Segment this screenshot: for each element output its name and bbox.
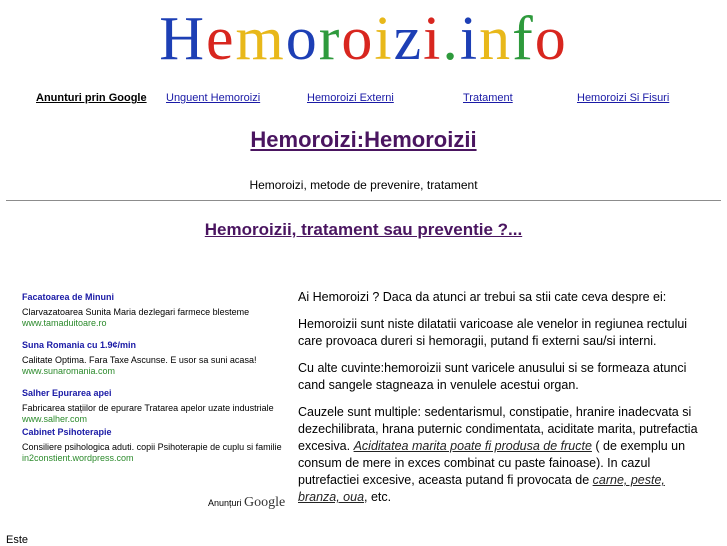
ads-footer-label: Anunțuri (208, 498, 242, 508)
logo-letter: o (285, 5, 319, 73)
nav-link-tratament[interactable]: Tratament (463, 92, 513, 104)
inline-link-carne[interactable]: carne, peste, branza, oua (298, 473, 665, 504)
logo-letter: H (159, 5, 206, 73)
site-logo[interactable] (0, 4, 727, 74)
ad-description: Calitate Optima. Fara Taxe Ascunse. E usor sa suni acasa! (22, 355, 257, 365)
logo-letter: o (341, 5, 375, 73)
google-logo: Google (244, 495, 286, 510)
article-paragraph: Hemoroizii sunt niste dilatatii varicoase ale venelor in regiunea rectului care provoaca dureri si hemoragii, putand fi externi sau/si interni. (298, 317, 688, 348)
logo-letter: m (235, 5, 286, 73)
inline-link-fructe[interactable]: Aciditatea marita poate fi produsa de fructe (353, 439, 592, 453)
ad-url[interactable]: www.sunaromania.com (22, 366, 116, 376)
nav-ads-label[interactable]: Anunturi prin Google (36, 92, 147, 104)
ads-by-google[interactable] (208, 495, 285, 511)
ad-title[interactable]: Suna Romania cu 1.9¢/min (22, 340, 137, 350)
logo-letter: r (318, 5, 342, 73)
ad-description: Consiliere psihologica aduti. copii Psihoterapie de cuplu si familie (22, 442, 282, 452)
ad-item[interactable] (22, 340, 290, 377)
nav-link-externi[interactable]: Hemoroizi Externi (307, 92, 394, 104)
ad-url[interactable]: in2constient.wordpress.com (22, 453, 134, 463)
footer-text: Este (6, 534, 29, 546)
logo-letter: i (459, 5, 480, 73)
logo-letter: i (374, 5, 394, 73)
logo-letter: i (423, 5, 443, 73)
top-nav (0, 92, 727, 108)
ad-description: Clarvazatoarea Sunita Maria dezlegari farmece blesteme (22, 307, 250, 317)
text-run: ( de exemplu un consum de mere in exces combinat cu paste fainoase). In cazul putrefactiei excesive, aceasta putand fi provocata de (298, 439, 686, 487)
ad-item[interactable] (22, 292, 290, 329)
logo-letter: n (479, 5, 513, 73)
article-title[interactable]: Hemoroizii, tratament sau preventie ?... (204, 220, 523, 239)
ad-url[interactable]: www.tamaduitoare.ro (22, 318, 107, 328)
logo-letter: . (442, 5, 460, 73)
logo-letter: f (512, 5, 535, 73)
logo-letter: z (393, 5, 424, 73)
divider (6, 200, 721, 201)
ad-url[interactable]: www.salher.com (22, 414, 88, 424)
nav-link-unguent[interactable]: Unguent Hemoroizi (166, 92, 261, 104)
logo-letter: o (534, 5, 568, 73)
article-paragraph: Cu alte cuvinte:hemoroizii sunt varicele anusului si se formeaza atunci cand sangele stagneaza in venulele acestui organ. (298, 361, 687, 392)
page-tagline: Hemoroizi, metode de prevenire, tratament (249, 178, 478, 192)
text-run: Cauzele sunt multiple: sedentarismul, constipatie, hranire inadecvata si dezechilibrata, hrana puternic condimentata, aciditate marita, putrefactia excesiva. (298, 405, 698, 453)
logo-letter: e (205, 5, 236, 73)
nav-link-fisuri[interactable]: Hemoroizi Si Fisuri (577, 92, 670, 104)
article-paragraph (298, 404, 708, 506)
ad-title[interactable]: Facatoarea de Minuni (22, 292, 115, 302)
ad-description: Fabricarea stațiilor de epurare Tratarea apelor uzate industriale (22, 403, 274, 413)
page-title[interactable]: Hemoroizi:Hemoroizii (250, 127, 477, 152)
ad-title[interactable]: Cabinet Psihoterapie (22, 427, 112, 437)
article-paragraph: Ai Hemoroizi ? Daca da atunci ar trebui sa stii cate ceva despre ei: (298, 290, 667, 304)
ad-item[interactable] (22, 427, 290, 464)
ad-item[interactable] (22, 388, 290, 425)
text-run: , etc. (364, 490, 392, 504)
ad-title[interactable]: Salher Epurarea apei (22, 388, 112, 398)
google-ads-box (22, 292, 290, 475)
article-body (298, 289, 708, 516)
